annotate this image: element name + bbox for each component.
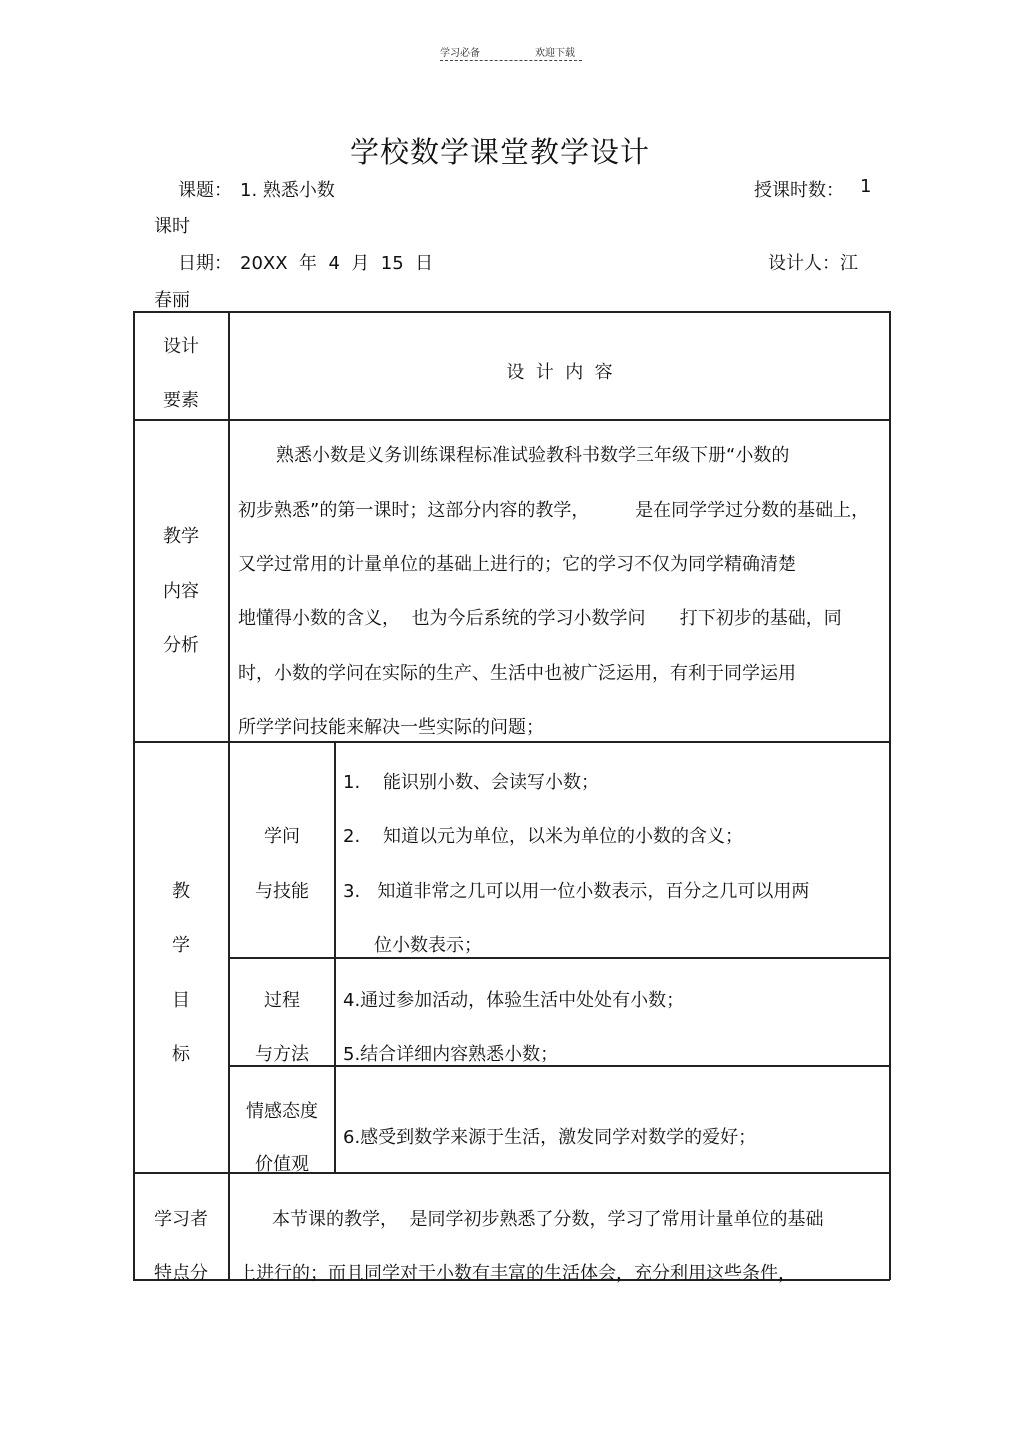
content-analysis-text-line: 初步熟悉”的第一课时；这部分内容的教学， 是在同学学过分数的基础上， (238, 500, 870, 521)
header-right-note: 欢迎下载 (535, 48, 575, 59)
table-rule (228, 311, 230, 1280)
objectives-label-char: 教 (172, 881, 190, 902)
topic-label: 课题： (178, 180, 232, 201)
knowledge-skills-label-line: 与技能 (255, 881, 309, 902)
knowledge-skills-label-line: 学问 (264, 826, 300, 847)
header-divider (440, 60, 582, 61)
content-analysis-text-line: 熟悉小数是义务训练课程标准试验教科书数学三年级下册“小数的 (276, 445, 790, 466)
knowledge-skills-item: 3. 知道非常之几可以用一位小数表示，百分之几可以用两 (343, 881, 810, 902)
process-methods-label-line: 过程 (264, 990, 300, 1011)
knowledge-skills-item: 2. 知道以元为单位，以米为单位的小数的含义； (343, 826, 744, 847)
hours-label: 授课时数： (754, 180, 844, 201)
process-methods-item: 5.结合详细内容熟悉小数； (343, 1044, 559, 1065)
header-element-label-line: 设计 (163, 336, 199, 357)
learner-label-line: 特点分 (154, 1263, 208, 1284)
process-methods-item: 4.通过参加活动，体验生活中处处有小数； (343, 990, 685, 1011)
learner-text-line: 上进行的；而且同学对于小数有丰富的生活体会，充分利用这些条件， (238, 1263, 796, 1284)
table-rule (229, 957, 890, 959)
hours-value: 1 (860, 176, 872, 197)
table-rule (133, 311, 135, 1280)
process-methods-label-line: 与方法 (255, 1044, 309, 1065)
date-value: 20XX 年 4 月 15 日 (240, 253, 434, 274)
date-label: 日期： (178, 253, 232, 274)
header-content-label: 设 计 内 容 (506, 362, 613, 383)
objectives-label-char: 标 (172, 1044, 190, 1065)
objectives-label-char: 学 (172, 935, 190, 956)
header-element-label-line: 要素 (163, 390, 199, 411)
header-left-note: 学习必备 (440, 48, 480, 59)
content-analysis-text-line: 又学过常用的计量单位的基础上进行的；它的学习不仅为同学精确清楚 (238, 554, 796, 575)
content-analysis-text-line: 地懂得小数的含义， 也为今后系统的学习小数学问 打下初步的基础，同 (238, 608, 842, 629)
content-analysis-label-line: 内容 (163, 581, 199, 602)
objectives-label-char: 目 (172, 990, 190, 1011)
content-analysis-label-line: 分析 (163, 635, 199, 656)
table-rule (133, 311, 890, 313)
table-rule (133, 419, 890, 421)
knowledge-skills-item: 1. 能识别小数、会读写小数； (343, 772, 600, 793)
learner-label-line: 学习者 (154, 1209, 208, 1230)
topic-value: 1. 熟悉小数 (240, 180, 335, 201)
table-rule (133, 741, 890, 743)
emotion-values-item: 6.感受到数学来源于生活，激发同学对数学的爱好； (343, 1127, 757, 1148)
page-title: 学校数学课堂教学设计 (349, 135, 650, 169)
knowledge-skills-item: 位小数表示； (374, 935, 482, 956)
table-rule (889, 311, 891, 1280)
content-analysis-text-line: 时，小数的学问在实际的生产、生活中也被广泛运用，有利于同学运用 (238, 663, 796, 684)
content-analysis-label-line: 教学 (163, 526, 199, 547)
emotion-values-label-line: 价值观 (255, 1154, 309, 1175)
designer-name-cont: 春丽 (154, 290, 190, 311)
designer-label: 设计人：江 (768, 253, 858, 274)
emotion-values-label-line: 情感态度 (246, 1101, 318, 1122)
hours-unit: 课时 (154, 216, 190, 237)
content-analysis-text-line: 所学学问技能来解决一些实际的问题； (238, 717, 544, 738)
learner-text-line: 本节课的教学， 是同学初步熟悉了分数，学习了常用计量单位的基础 (272, 1209, 824, 1230)
